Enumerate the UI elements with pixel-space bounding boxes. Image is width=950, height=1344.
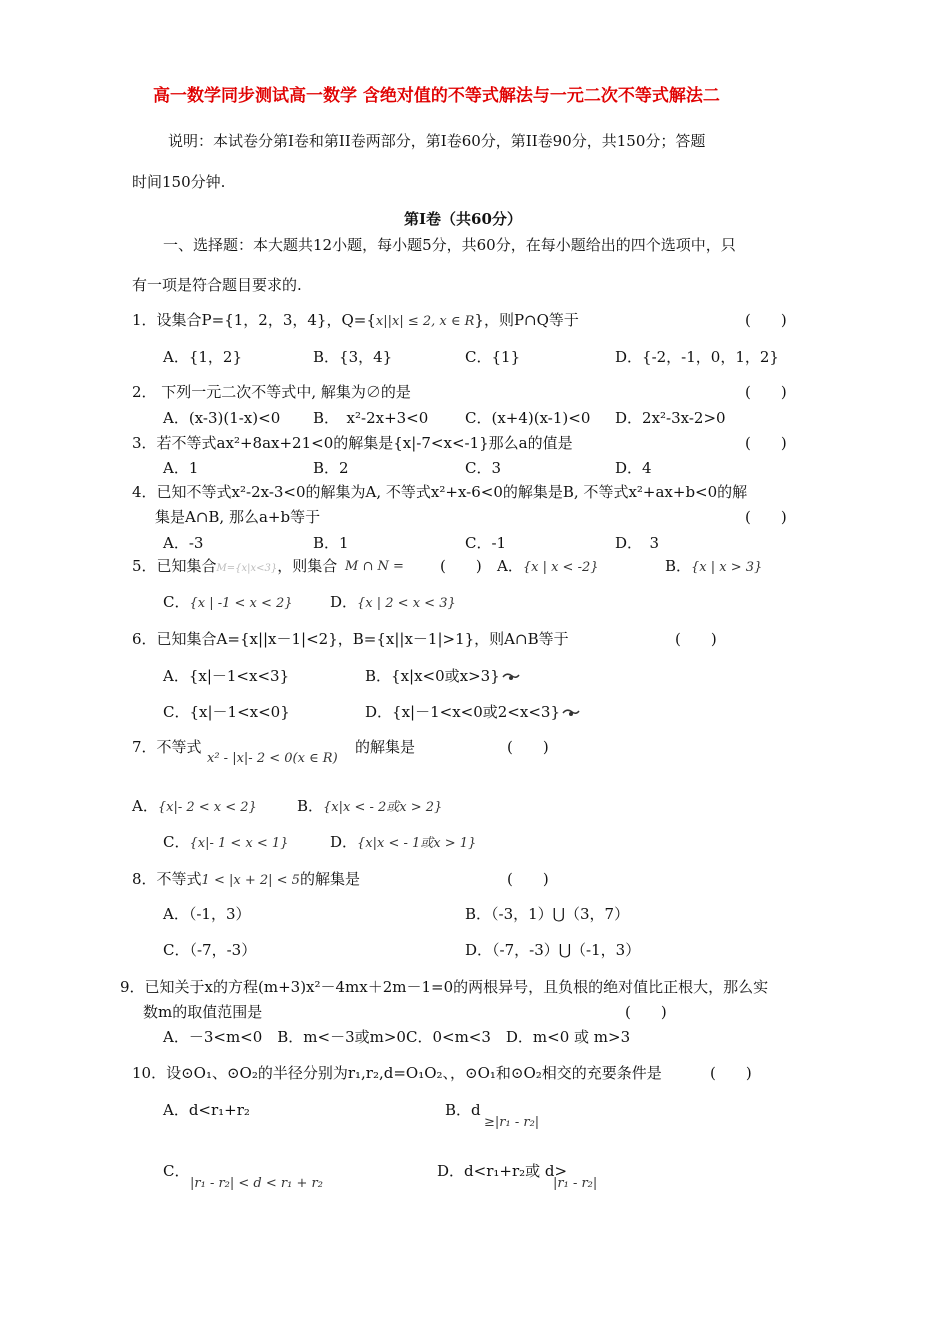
question-stem-line-1: 4．已知不等式x²-2x-3<0的解集为A, 不等式x²+x-6<0的解集是B, 不等式x²+ax+b<0的解 bbox=[132, 483, 748, 501]
option-b bbox=[297, 799, 442, 814]
stem-math: 1 < |x + 2| < 5 bbox=[201, 873, 300, 888]
stem-text: }，则P∩Q等于 bbox=[474, 311, 579, 329]
answer-paren: ( ) bbox=[745, 311, 787, 329]
page-title: 高一数学同步测试高一数学 含绝对值的不等式解法与一元二次不等式解法二 bbox=[153, 86, 720, 106]
option-c: C．（-7，-3） bbox=[163, 941, 257, 959]
answer-paren: ( ) bbox=[440, 557, 482, 575]
hand-mark-icon bbox=[562, 707, 580, 719]
option-b: B．1 bbox=[313, 534, 349, 552]
option-a: A．-3 bbox=[163, 534, 204, 552]
stem-text: 8．不等式 bbox=[132, 870, 202, 888]
option-c: C．{x|－1<x<0} bbox=[163, 703, 290, 721]
option-d: D．4 bbox=[615, 459, 652, 477]
question-stem: 2． 下列一元二次不等式中, 解集为∅的是 bbox=[132, 383, 411, 401]
option-b: B．2 bbox=[313, 459, 349, 477]
answer-paren: ( ) bbox=[710, 1064, 752, 1082]
option-math: {x | 2 < x < 3} bbox=[357, 596, 456, 611]
option-math: {x|- 2 < x < 2} bbox=[157, 800, 257, 815]
answer-paren: ( ) bbox=[745, 383, 787, 401]
option-d: D．{-2，-1，0，1，2} bbox=[615, 348, 779, 366]
stem-math: M ∩ N = bbox=[345, 559, 404, 574]
option-d: D．2x²-3x-2>0 bbox=[615, 409, 726, 427]
option-d bbox=[330, 835, 476, 850]
answer-paren: ( ) bbox=[507, 738, 549, 756]
intro-line-2: 时间150分钟. bbox=[132, 173, 226, 191]
hand-mark-icon bbox=[502, 671, 520, 683]
question-stem: 10．设⊙O₁、⊙O₂的半径分别为r₁,r₂,d=O₁O₂、，⊙O₁和⊙O₂相交的充要条件是 bbox=[132, 1064, 662, 1082]
option-b-math: ≥|r₁ - r₂| bbox=[484, 1115, 540, 1130]
question-stem-line-1: 9．已知关于x的方程(m+3)x²－4mx＋2m－1=0的两根异号，且负根的绝对值比正根大，那么实 bbox=[120, 978, 769, 996]
option-b: B．{3，4} bbox=[313, 348, 393, 366]
question-stem-suffix: 的解集是 bbox=[355, 738, 416, 756]
stem-math: x² - |x|- 2 < 0(x ∈ R) bbox=[207, 751, 338, 766]
option-math: {x | -1 < x < 2} bbox=[189, 596, 293, 611]
option-b bbox=[365, 669, 520, 684]
option-math: {x|- 1 < x < 1} bbox=[189, 836, 289, 851]
option-label: C． bbox=[163, 593, 190, 611]
stem-text: 5．已知集合 bbox=[132, 557, 217, 575]
answer-paren: ( ) bbox=[745, 508, 787, 526]
stem-text: 的解集是 bbox=[299, 870, 360, 888]
question-stem-prefix: 7．不等式 bbox=[132, 738, 202, 756]
option-label: B． bbox=[297, 797, 324, 815]
question-stem bbox=[132, 313, 579, 328]
option-c bbox=[163, 595, 293, 610]
intro-line-1: 说明：本试卷分第Ⅰ卷和第II卷两部分，第Ⅰ卷60分，第II卷90分，共150分；答题 bbox=[168, 132, 706, 150]
option-a: A．d<r₁+r₂ bbox=[163, 1101, 250, 1119]
answer-paren: ( ) bbox=[507, 870, 549, 888]
option-label: D． bbox=[330, 833, 358, 851]
answer-paren: ( ) bbox=[625, 1003, 667, 1021]
options-line: A．－3<m<0 B．m<－3或m>0C．0<m<3 D．m<0 或 m>3 bbox=[163, 1028, 631, 1046]
option-a bbox=[132, 799, 257, 814]
option-d-label: D．d<r₁+r₂或 d> bbox=[437, 1162, 568, 1180]
section-title: 第Ⅰ卷（共60分） bbox=[404, 210, 522, 228]
option-c bbox=[163, 835, 288, 850]
stem-text: ，则集合 bbox=[277, 557, 338, 575]
option-label: D． bbox=[330, 593, 358, 611]
option-c-label: C． bbox=[163, 1162, 190, 1180]
option-label: B． bbox=[665, 557, 692, 575]
option-math: {x | x > 3} bbox=[691, 560, 763, 575]
option-d: D． 3 bbox=[615, 534, 660, 552]
option-c: C．(x+4)(x-1)<0 bbox=[465, 409, 591, 427]
option-a: A．{x|－1<x<3} bbox=[163, 667, 290, 685]
instructions-line-1: 一、选择题：本大题共12小题，每小题5分，共60分，在每小题给出的四个选项中，只 bbox=[163, 236, 736, 254]
faded-set-expression: M={x|x<3} bbox=[216, 563, 278, 574]
option-math: {x | x < -2} bbox=[522, 560, 599, 575]
option-a: A．1 bbox=[163, 459, 199, 477]
option-d: D．（-7，-3）⋃（-1，3） bbox=[465, 941, 641, 959]
option-text: B．{x|x<0或x>3} bbox=[365, 667, 500, 685]
option-label: A． bbox=[497, 557, 523, 575]
option-label: A． bbox=[132, 797, 158, 815]
option-a bbox=[497, 559, 599, 574]
option-a: A．（-1，3） bbox=[163, 905, 251, 923]
stem-text: 1．设集合P={1，2，3，4}，Q={ bbox=[132, 311, 376, 329]
question-stem: 6．已知集合A={x||x－1|<2}，B={x||x－1|>1}，则A∩B等于 bbox=[132, 630, 569, 648]
instructions-line-2: 有一项是符合题目要求的. bbox=[132, 276, 302, 294]
option-math: {x|x < - 2或x > 2} bbox=[323, 800, 443, 815]
option-math: {x|x < - 1或x > 1} bbox=[357, 836, 477, 851]
option-d bbox=[365, 705, 580, 720]
answer-paren: ( ) bbox=[675, 630, 717, 648]
option-a: A．{1，2} bbox=[163, 348, 243, 366]
option-c: C．{1} bbox=[465, 348, 521, 366]
question-stem bbox=[132, 872, 360, 887]
option-b: B．（-3，1）⋃（3，7） bbox=[465, 905, 630, 923]
option-a: A．(x-3)(1-x)<0 bbox=[163, 409, 281, 427]
option-c: C．-1 bbox=[465, 534, 507, 552]
option-b bbox=[665, 559, 762, 574]
option-text: D．{x|－1<x<0或2<x<3} bbox=[365, 703, 560, 721]
question-stem-line-2: 集是A∩B, 那么a+b等于 bbox=[155, 508, 321, 526]
question-stem bbox=[132, 559, 337, 574]
answer-paren: ( ) bbox=[745, 434, 787, 452]
option-b-label: B．d bbox=[445, 1101, 481, 1119]
option-c-math: |r₁ - r₂| < d < r₁ + r₂ bbox=[190, 1176, 323, 1191]
question-stem-line-2: 数m的取值范围是 bbox=[143, 1003, 263, 1021]
option-c: C．3 bbox=[465, 459, 502, 477]
question-stem: 3．若不等式ax²+8ax+21<0的解集是{x|-7<x<-1}那么a的值是 bbox=[132, 434, 573, 452]
option-b: B． x²-2x+3<0 bbox=[313, 409, 429, 427]
option-d-math: |r₁ - r₂| bbox=[553, 1176, 598, 1191]
stem-math: x||x| ≤ 2, x ∈ R bbox=[375, 314, 475, 329]
option-d bbox=[330, 595, 456, 610]
option-label: C． bbox=[163, 833, 190, 851]
